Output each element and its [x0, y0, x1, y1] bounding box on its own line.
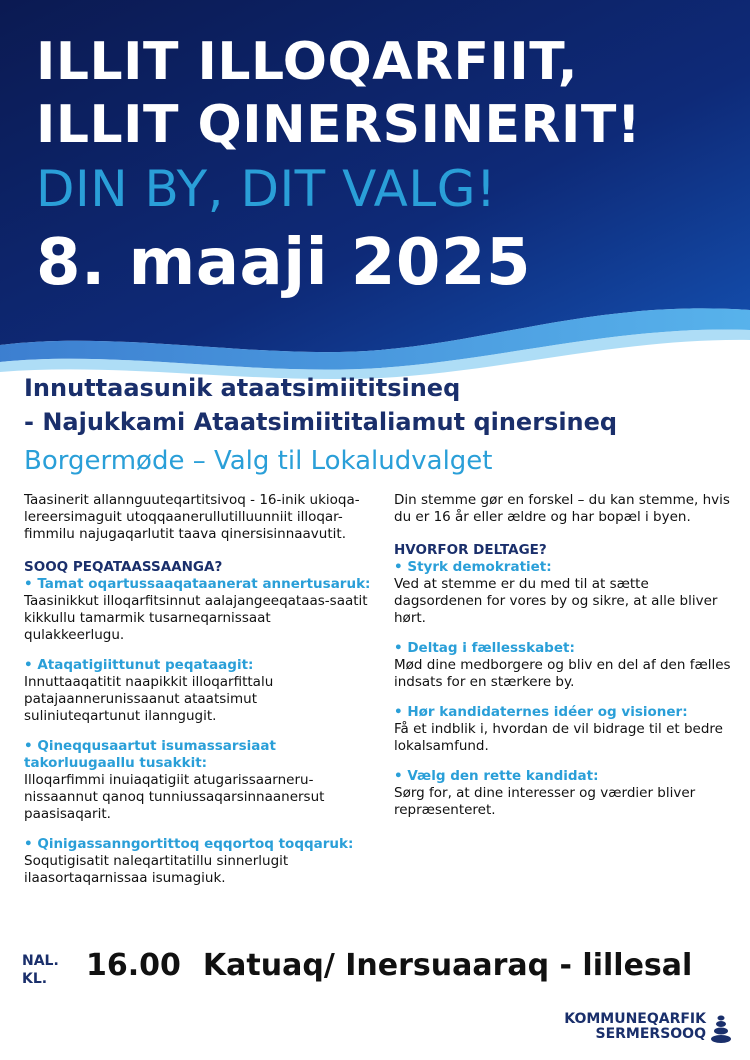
event-date: 8. maaji 2025: [36, 226, 531, 300]
bullet-head: • Ataqatigiittunut peqataagit:: [24, 657, 254, 673]
event-time-location: [86, 948, 692, 983]
bullet-head: • Deltag i fællesskabet:: [394, 640, 575, 656]
time-label-line-1: NAL.: [22, 953, 59, 969]
bullet-head: • Qineqqusaartut isumassarsiaat takorluugaallu tusakkit:: [24, 738, 276, 771]
bullet-text: Innuttaaqatitit naapikkit illoqarfittalu patajaannerunissaanut ataatsimut suliniuteqartunut ilanngugit.: [24, 674, 274, 724]
right-section-title: HVORFOR DELTAGE?: [394, 542, 547, 558]
bullet-head: • Styrk demokratiet:: [394, 559, 552, 575]
right-item-3: [394, 704, 734, 755]
left-intro: Taasinerit allannguuteqartitsivoq - 16-inik ukioqa-lereersimaguit utoqqaanerullutilluunniit illoqar-fimmilu najugaqarlutit taava qinersisinnaavutit.: [24, 492, 360, 542]
municipality-logo: [564, 1012, 732, 1042]
bullet-text: Få et indblik i, hvordan de vil bidrage til et bedre lokalsamfund.: [394, 721, 723, 754]
bullet-text: Mød dine medborgere og bliv en del af den fælles indsats for en stærkere by.: [394, 657, 731, 690]
event-location: Katuaq/ Inersuaaraq - lillesal: [202, 948, 693, 983]
right-intro: Din stemme gør en forskel – du kan stemme, hvis du er 16 år eller ældre og har bopæl i byen.: [394, 492, 730, 525]
headline-line-1: ILLIT ILLOQARFIIT,: [36, 32, 579, 92]
headline-line-3: DIN BY, DIT VALG!: [36, 160, 497, 218]
left-column: [24, 492, 374, 900]
logo-stones-icon: [710, 1012, 732, 1044]
left-item-4: [24, 836, 374, 887]
bullet-text: Sørg for, at dine interesser og værdier bliver repræsenteret.: [394, 785, 696, 818]
left-item-2: [24, 657, 374, 725]
left-section-title: SOOQ PEQATAASSAANGA?: [24, 559, 223, 575]
bullet-text: Taasinikkut illoqarfitsinnut aalajangeeqataas-saatit kikkullu tamarmik tusarneqarnissaat qulakkeerlugu.: [24, 593, 368, 643]
bullet-head: • Qinigassanngortittoq eqqortoq toqqaruk:: [24, 836, 354, 852]
logo-line-2: SERMERSOOQ: [595, 1026, 706, 1042]
right-column: [394, 492, 734, 832]
headline-line-2: ILLIT QINERSINERIT!: [36, 95, 642, 155]
bullet-head: • Vælg den rette kandidat:: [394, 768, 599, 784]
right-item-2: [394, 640, 734, 691]
right-item-4: [394, 768, 734, 819]
event-time: 16.00: [86, 948, 181, 983]
subtitle-line-3: Borgermøde – Valg til Lokaludvalget: [24, 446, 493, 476]
left-item-1: [24, 576, 374, 644]
subtitle-line-1: Innuttaasunik ataatsimiititsineq: [24, 374, 461, 402]
time-label-line-2: KL.: [22, 971, 48, 987]
subtitle-line-2: - Najukkami Ataatsimiititaliamut qinersineq: [24, 408, 618, 436]
logo-text: [564, 1012, 732, 1042]
left-item-3: [24, 738, 374, 823]
bullet-text: Ved at stemme er du med til at sætte dagsordenen for vores by og sikre, at alle bliver hørt.: [394, 576, 718, 626]
hero-banner: [0, 0, 750, 380]
bullet-head: • Hør kandidaternes idéer og visioner:: [394, 704, 688, 720]
bullet-text: Soqutigisatit naleqartitatillu sinnerlugit ilaasortaqarnissaa isumagiuk.: [24, 853, 289, 886]
logo-line-1: KOMMUNEQARFIK: [564, 1011, 706, 1027]
right-item-1: [394, 559, 734, 627]
time-label: [22, 952, 59, 988]
bullet-text: Illoqarfimmi inuiaqatigiit atugarissaarneru-nissaannut qanoq tunniussaqarsinnaanersut paasisaqarit.: [24, 772, 325, 822]
bullet-head: • Tamat oqartussaaqataanerat annertusaruk:: [24, 576, 371, 592]
